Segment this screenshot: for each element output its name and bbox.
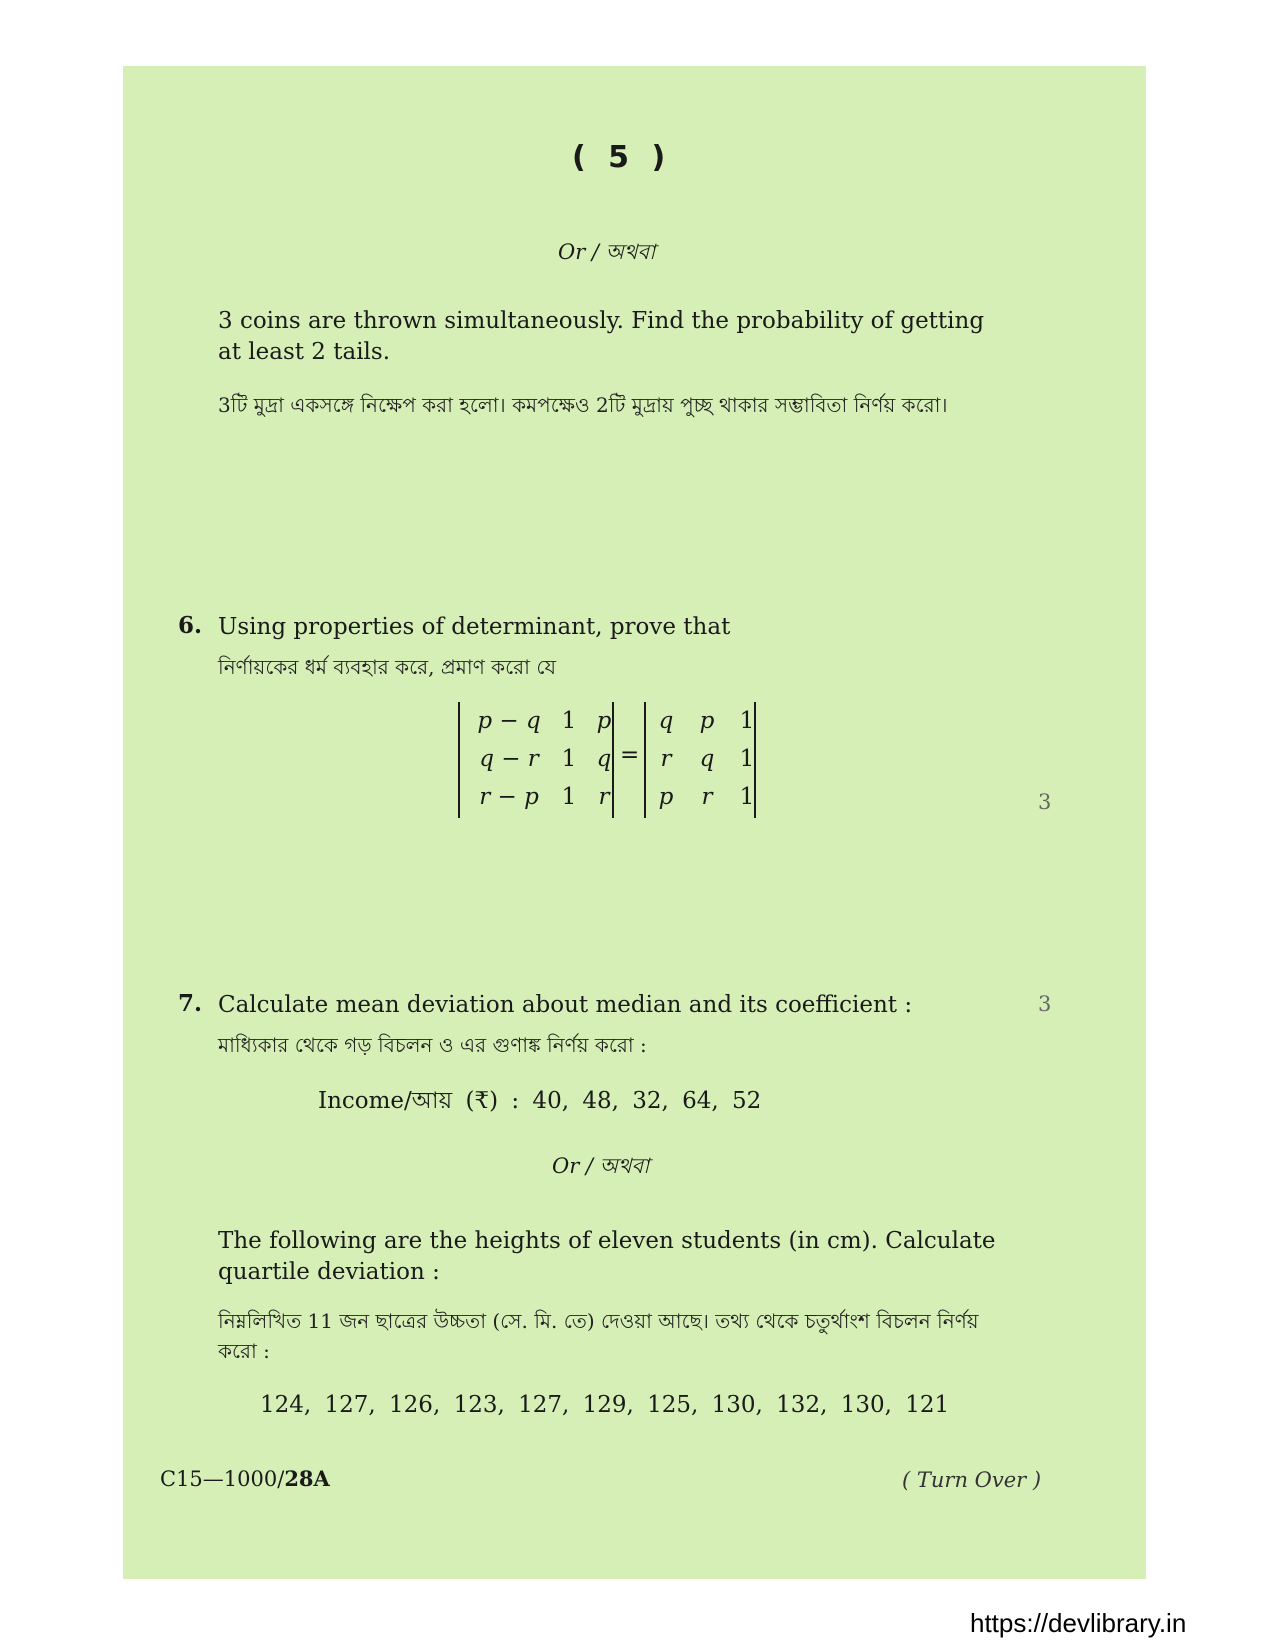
q7-english: Calculate mean deviation about median and its coefficient : bbox=[218, 992, 913, 1018]
paper-code bbox=[160, 1466, 330, 1491]
left-det-bar-left bbox=[458, 702, 460, 818]
det-cell: q bbox=[658, 708, 674, 734]
det-cell: 1 bbox=[561, 708, 577, 734]
page-number: ( 5 ) bbox=[572, 140, 672, 175]
q7-alt-bengali: নিম্নলিখিত 11 জন ছাত্রের উচ্চতা (সে. মি. তে) দেওয়া আছে। তথ্য থেকে চতুর্থাংশ বিচলন নির্ণয় করো : bbox=[218, 1309, 979, 1363]
det-cell: q bbox=[699, 746, 715, 772]
q5-alt-bengali: 3টি মুদ্রা একসঙ্গে নিক্ষেপ করা হলো। কমপক্ষেও 2টি মুদ্রায় পুচ্ছ থাকার সম্ভাবিতা নির্ণয় করো। bbox=[218, 393, 948, 417]
det-cell: 1 bbox=[739, 746, 755, 772]
det-cell: r − p bbox=[479, 784, 539, 810]
det-cell: r bbox=[701, 784, 713, 810]
q6-english: Using properties of determinant, prove that bbox=[218, 614, 731, 640]
det-cell: p bbox=[658, 784, 674, 810]
det-cell: p bbox=[699, 708, 715, 734]
q5-alt-english: 3 coins are thrown simultaneously. Find the probability of getting at least 2 tails. bbox=[218, 308, 985, 365]
watermark-url[interactable]: https://devlibrary.in bbox=[970, 1608, 1187, 1638]
paper-code-prefix: C15—1000/ bbox=[160, 1467, 285, 1491]
det-cell: q − r bbox=[479, 746, 539, 772]
det-cell: q bbox=[596, 746, 612, 772]
q6-bengali: নির্ণায়কের ধর্ম ব্যবহার করে, প্রমাণ করো যে bbox=[218, 655, 556, 679]
det-cell: 1 bbox=[561, 746, 577, 772]
det-cell: r bbox=[660, 746, 672, 772]
left-determinant bbox=[464, 702, 624, 816]
right-determinant bbox=[648, 702, 764, 816]
det-cell: 1 bbox=[561, 784, 577, 810]
det-cell: 1 bbox=[739, 784, 755, 810]
det-cell: r bbox=[598, 784, 610, 810]
det-cell: p bbox=[596, 708, 612, 734]
right-det-bar-right bbox=[754, 702, 756, 818]
or-label: Or / অথবা bbox=[552, 1154, 650, 1178]
heights-data-line: 124, 127, 126, 123, 127, 129, 125, 130, 132, 130, 121 bbox=[260, 1392, 950, 1418]
left-det-bar-right bbox=[612, 702, 614, 818]
det-cell: 1 bbox=[739, 708, 755, 734]
paper-code-bold: 28A bbox=[284, 1466, 330, 1491]
q7-number: 7. bbox=[178, 990, 203, 1017]
q6-marks: 3 bbox=[1038, 790, 1052, 814]
income-data-line: Income/আয় (₹) : 40, 48, 32, 64, 52 bbox=[318, 1088, 762, 1114]
turn-over-label: ( Turn Over ) bbox=[902, 1468, 1042, 1492]
or-label: Or / অথবা bbox=[558, 240, 656, 264]
right-det-bar-left bbox=[644, 702, 646, 818]
q7-bengali: মাধ্যিকার থেকে গড় বিচলন ও এর গুণাঙ্ক নির্ণয় করো : bbox=[218, 1033, 647, 1057]
det-cell: p − q bbox=[477, 708, 541, 734]
equals-sign: = bbox=[620, 742, 640, 768]
q7-alt-english: The following are the heights of eleven students (in cm). Calculate quartile deviation : bbox=[218, 1228, 996, 1285]
q7-marks: 3 bbox=[1038, 992, 1052, 1016]
q6-number: 6. bbox=[178, 612, 203, 639]
